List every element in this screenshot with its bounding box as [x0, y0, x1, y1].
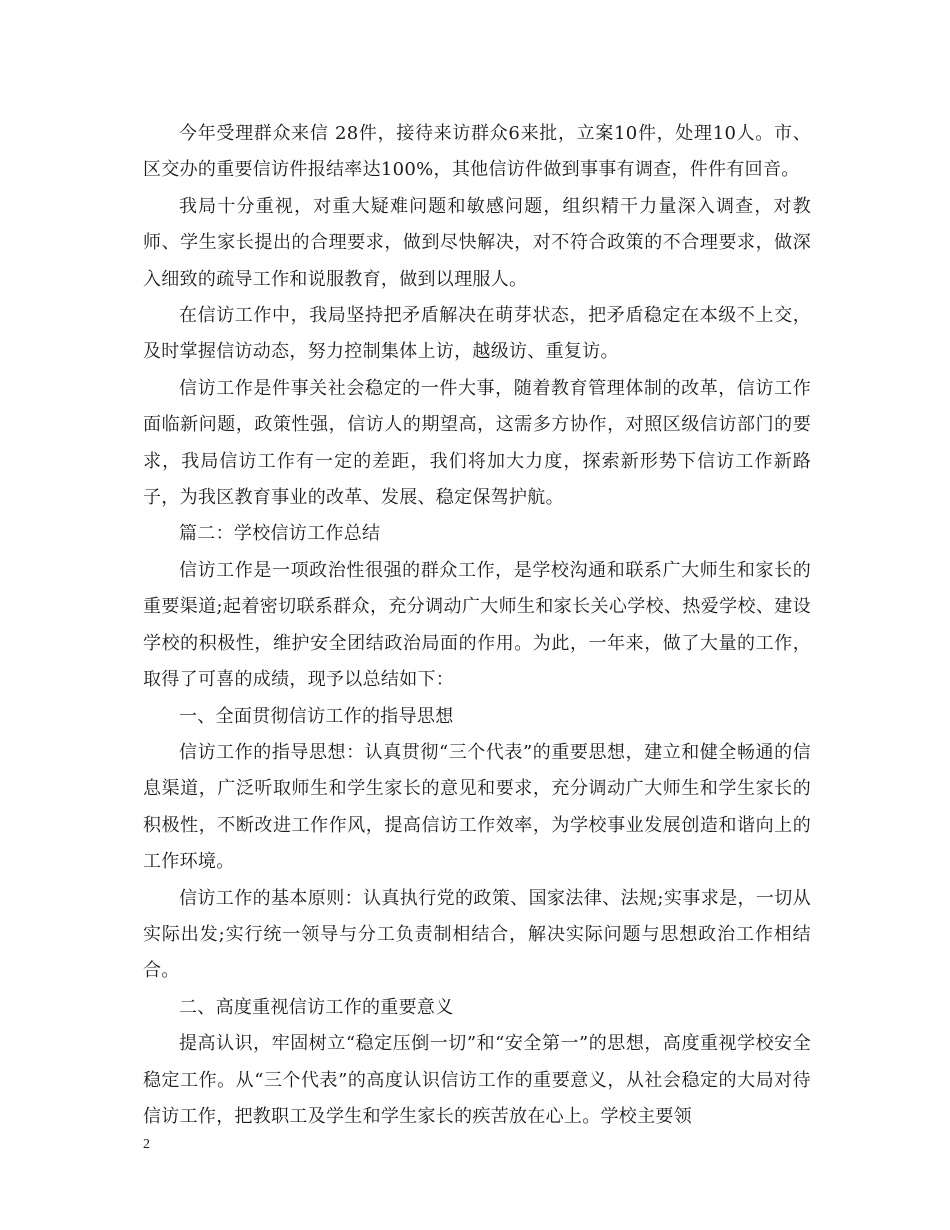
- paragraph-6: 信访工作的指导思想：认真贯彻“三个代表”的重要思想，建立和健全畅通的信息渠道，广泛听取师生和学生家长的意见和要求，充分调动广大师生和学生家长的积极性，不断改进工作作风，提高信访工作效率，为学校事业发展创造和谐向上的工作环境。: [143, 741, 811, 873]
- document-body: [143, 116, 811, 1135]
- section-heading-one: 一、全面贯彻信访工作的指导思想: [179, 705, 454, 727]
- paragraph-1: 今年受理群众来信 28件，接待来访群众6来批，立案10件，处理10人。市、区交办的重要信访件报结率达100%，其他信访件做到事事有调查，件件有回音。: [143, 123, 811, 181]
- paragraph-4: 信访工作是件事关社会稳定的一件大事，随着教育管理体制的改革，信访工作面临新问题，政策性强，信访人的期望高，这需多方协作，对照区级信访部门的要求，我局信访工作有一定的差距，我们将加大力度，探索新形势下信访工作新路子，为我区教育事业的改革、发展、稳定保驾护航。: [143, 377, 811, 509]
- page-number: 2: [143, 1137, 150, 1152]
- section-heading-part-two: 篇二：学校信访工作总结: [179, 523, 381, 545]
- paragraph-2: 我局十分重视，对重大疑难问题和敏感问题，组织精干力量深入调查，对教师、学生家长提出的合理要求，做到尽快解决，对不符合政策的不合理要求，做深入细致的疏导工作和说服教育，做到以理服人。: [143, 195, 811, 290]
- paragraph-8: 提高认识，牢固树立“稳定压倒一切”和“安全第一”的思想，高度重视学校安全稳定工作。从“三个代表”的高度认识信访工作的重要意义，从社会稳定的大局对待信访工作，把教职工及学生和学生家长的疾苦放在心上。学校主要领: [143, 1033, 811, 1127]
- paragraph-3: 在信访工作中，我局坚持把矛盾解决在萌芽状态，把矛盾稳定在本级不上交，及时掌握信访动态，努力控制集体上访，越级访、重复访。: [143, 305, 811, 363]
- section-heading-two: 二、高度重视信访工作的重要意义: [179, 996, 454, 1018]
- paragraph-7: 信访工作的基本原则：认真执行党的政策、国家法律、法规;实事求是，一切从实际出发;实行统一领导与分工负责制相结合，解决实际问题与思想政治工作相结合。: [143, 887, 811, 982]
- paragraph-5: 信访工作是一项政治性很强的群众工作，是学校沟通和联系广大师生和家长的重要渠道;起着密切联系群众，充分调动广大师生和家长关心学校、热爱学校、建设学校的积极性，维护安全团结政治局面的作用。为此，一年来，做了大量的工作，取得了可喜的成绩，现予以总结如下：: [143, 559, 811, 691]
